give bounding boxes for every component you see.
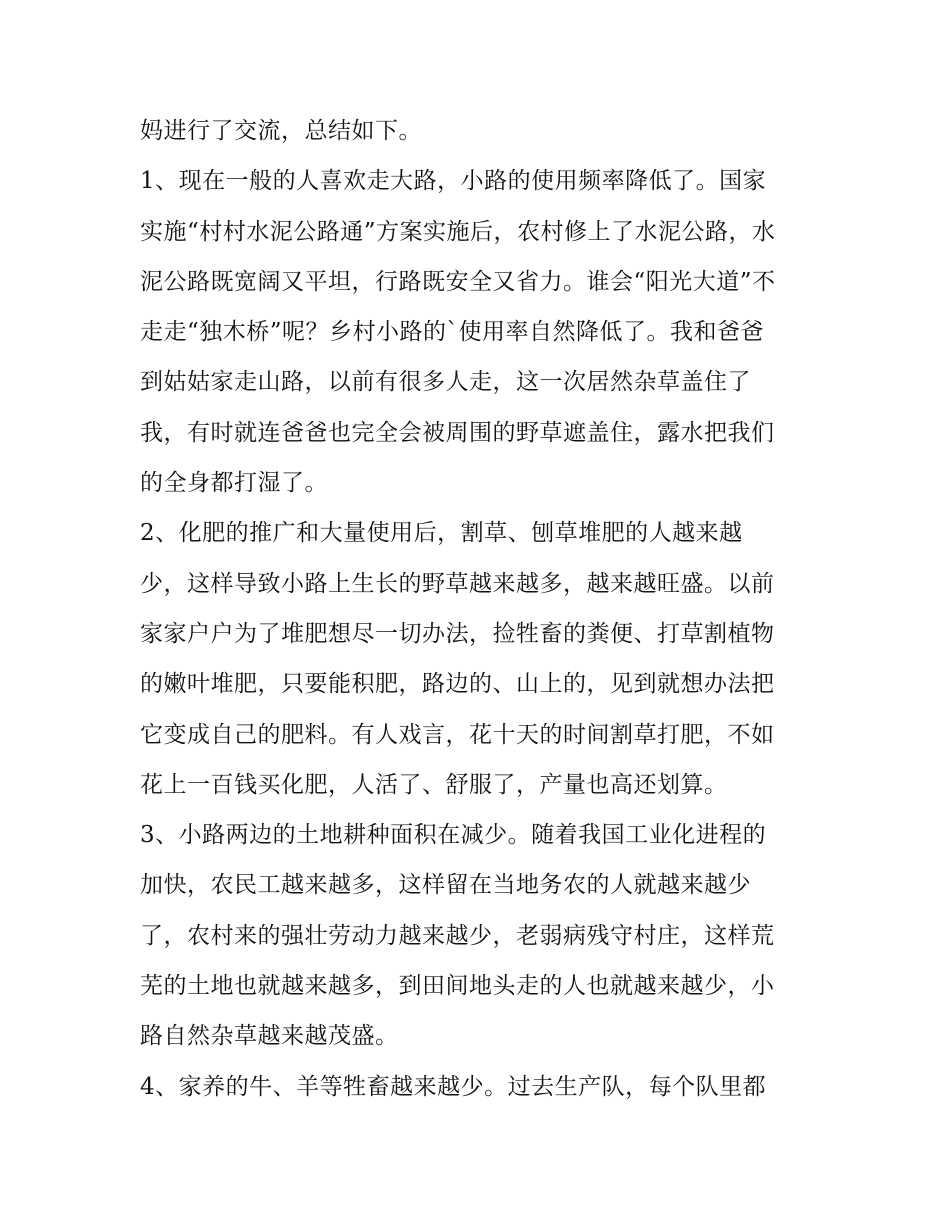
text-line: 芜的土地也就越来越多，到田间地头走的人也就越来越少，小 bbox=[140, 973, 775, 1000]
document-body bbox=[140, 106, 816, 1112]
text-line: 花上一百钱买化肥，人活了、舒服了，产量也高还划算。 bbox=[140, 771, 728, 798]
text-line: 少，这样导致小路上生长的野草越来越多，越来越旺盛。以前 bbox=[140, 570, 775, 597]
text-line: 的嫩叶堆肥，只要能积肥，路边的、山上的，见到就想办法把 bbox=[140, 671, 775, 698]
text-line: 了，农村来的强壮劳动力越来越少，老弱病残守村庄，这样荒 bbox=[140, 922, 775, 949]
text-line: 家家户户为了堆肥想尽一切办法，捡牲畜的粪便、打草割植物 bbox=[140, 620, 775, 647]
text-line: 妈进行了交流，总结如下。 bbox=[140, 118, 422, 144]
text-line: 泥公路既宽阔又平坦，行路既安全又省力。谁会“阳光大道”不 bbox=[140, 268, 776, 295]
text-line: 到姑姑家走山路，以前有很多人走，这一次居然杂草盖住了 bbox=[140, 369, 751, 396]
text-line: 的全身都打湿了。 bbox=[140, 470, 328, 497]
text-line: 加快，农民工越来越多，这样留在当地务农的人就越来越少 bbox=[140, 872, 751, 899]
text-line: 我，有时就连爸爸也完全会被周围的野草遮盖住，露水把我们 bbox=[140, 419, 775, 446]
text-line: 3、小路两边的土地耕种面积在减少。随着我国工业化进程的 bbox=[140, 822, 767, 849]
text-line: 它变成自己的肥料。有人戏言，花十天的时间割草打肥，不如 bbox=[140, 721, 775, 748]
text-line: 4、家养的牛、羊等牲畜越来越少。过去生产队，每个队里都 bbox=[140, 1073, 767, 1100]
text-line: 实施“村村水泥公路通”方案实施后，农村修上了水泥公路，水 bbox=[140, 218, 776, 245]
text-line: 路自然杂草越来越茂盛。 bbox=[140, 1023, 399, 1050]
text-line: 走走“独木桥”呢？乡村小路的`使用率自然降低了。我和爸爸 bbox=[140, 319, 765, 346]
text-line: 2、化肥的推广和大量使用后，割草、刨草堆肥的人越来越 bbox=[140, 520, 743, 547]
text-line: 1、现在一般的人喜欢走大路，小路的使用频率降低了。国家 bbox=[140, 168, 767, 195]
